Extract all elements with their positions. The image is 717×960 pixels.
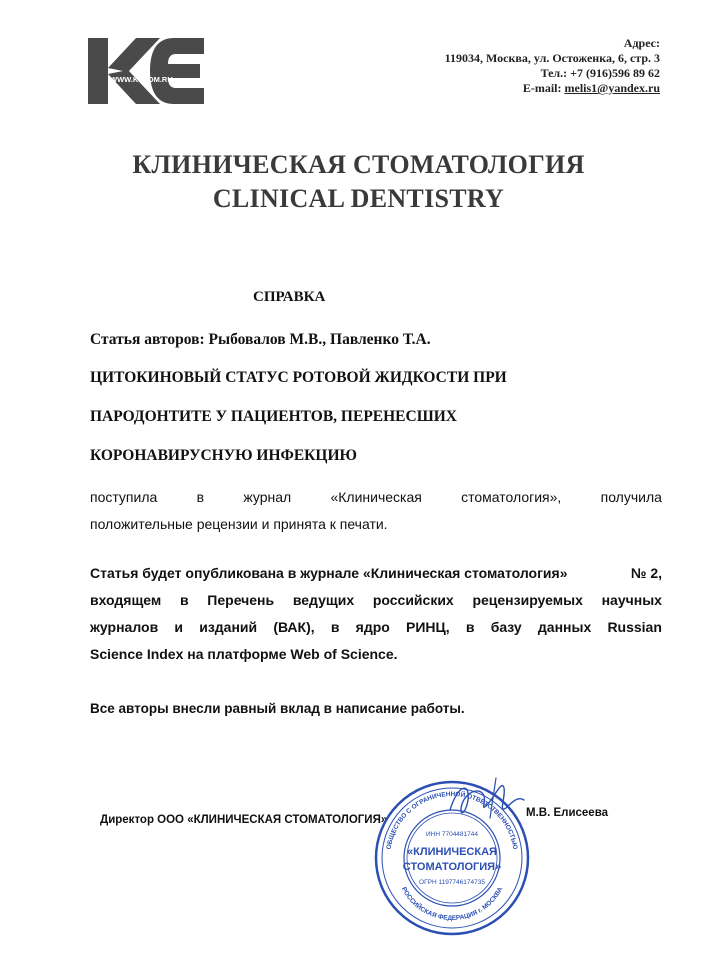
stamp-ring-top: ОБЩЕСТВО С ОГРАНИЧЕННОЙ ОТВЕТСТВЕННОСТЬЮ xyxy=(385,790,519,850)
phone-line: Тел.: +7 (916)596 89 62 xyxy=(540,66,660,80)
journal-title-en: CLINICAL DENTISTRY xyxy=(212,184,505,213)
document-type: СПРАВКА xyxy=(253,289,326,305)
justified-line xyxy=(90,587,662,614)
email-line xyxy=(445,81,660,96)
word: в xyxy=(330,619,340,635)
contact-block xyxy=(445,36,660,96)
publication-paragraph xyxy=(90,560,662,668)
justified-line xyxy=(90,484,662,511)
word: поступила xyxy=(90,489,158,505)
signer-name: М.В. Елисеева xyxy=(526,807,609,819)
word: «Клиническая xyxy=(330,489,422,505)
stamp-ogrn: ОГРН 1197746174735 xyxy=(419,879,485,886)
word: Russian xyxy=(607,619,662,635)
logo-site-text: WWW.KSTOM.RU xyxy=(110,75,173,84)
email-link[interactable]: melis1@yandex.ru xyxy=(564,81,660,95)
address-label: Адрес: xyxy=(623,36,660,50)
director-title: Директор ООО «КЛИНИЧЕСКАЯ СТОМАТОЛОГИЯ» xyxy=(100,814,388,826)
justified-line xyxy=(90,560,662,587)
stamp-inn: ИНН 7704481744 xyxy=(425,831,479,838)
contribution-paragraph: Все авторы внесли равный вклад в написание работы. xyxy=(90,701,465,716)
word: получила xyxy=(600,489,662,505)
article-title-line: КОРОНАВИРУСНУЮ ИНФЕКЦИЮ xyxy=(90,447,357,464)
address-line: 119034, Москва, ул. Остоженка, 6, стр. 3 xyxy=(444,51,660,65)
word: журнал xyxy=(243,489,292,505)
word: и xyxy=(174,619,184,635)
word: в xyxy=(179,592,189,608)
article-title-line: ЦИТОКИНОВЫЙ СТАТУС РОТОВОЙ ЖИДКОСТИ ПРИ xyxy=(90,369,507,386)
word: Перечень xyxy=(207,592,275,608)
justified-line xyxy=(90,614,662,641)
word: ведущих xyxy=(292,592,355,608)
word: журналов xyxy=(90,619,159,635)
word: ядро xyxy=(355,619,390,635)
paragraph-text: Статья будет опубликована в журнале «Клиническая стоматология» xyxy=(90,565,568,581)
word: российских xyxy=(372,592,454,608)
word: входящем xyxy=(90,592,162,608)
paragraph-line: Science Index на платформе Web of Science. xyxy=(90,646,398,662)
stamp-name-line1: «КЛИНИЧЕСКАЯ xyxy=(407,846,497,858)
article-authors: Статья авторов: Рыбовалов М.В., Павленко Т.А. xyxy=(90,331,431,348)
stamp-ring-bottom: РОССИЙСКАЯ ФЕДЕРАЦИЯ г. МОСКВА xyxy=(399,886,505,923)
word: базу xyxy=(490,619,522,635)
paragraph-line: положительные рецензии и принята к печати. xyxy=(90,516,388,532)
word: данных xyxy=(537,619,592,635)
acceptance-paragraph xyxy=(90,484,662,538)
journal-title-ru: КЛИНИЧЕСКАЯ СТОМАТОЛОГИЯ xyxy=(132,150,585,179)
kstom-logo xyxy=(88,30,206,112)
issue-number: № 2, xyxy=(630,565,662,581)
word: в xyxy=(196,489,205,505)
word: стоматология», xyxy=(461,489,562,505)
word: научных xyxy=(601,592,662,608)
handwritten-signature xyxy=(440,774,530,824)
word: изданий xyxy=(199,619,258,635)
word: РИНЦ, xyxy=(406,619,450,635)
stamp-name-line2: СТОМАТОЛОГИЯ» xyxy=(402,861,502,873)
email-label: E-mail: xyxy=(522,81,565,95)
word: рецензируемых xyxy=(472,592,583,608)
svg-text:РОССИЙСКАЯ ФЕДЕРАЦИЯ г. МОСКВА xyxy=(400,886,505,922)
word: (ВАК), xyxy=(273,619,315,635)
article-title-line: ПАРОДОНТИТЕ У ПАЦИЕНТОВ, ПЕРЕНЕСШИХ xyxy=(90,408,457,425)
word: в xyxy=(465,619,475,635)
